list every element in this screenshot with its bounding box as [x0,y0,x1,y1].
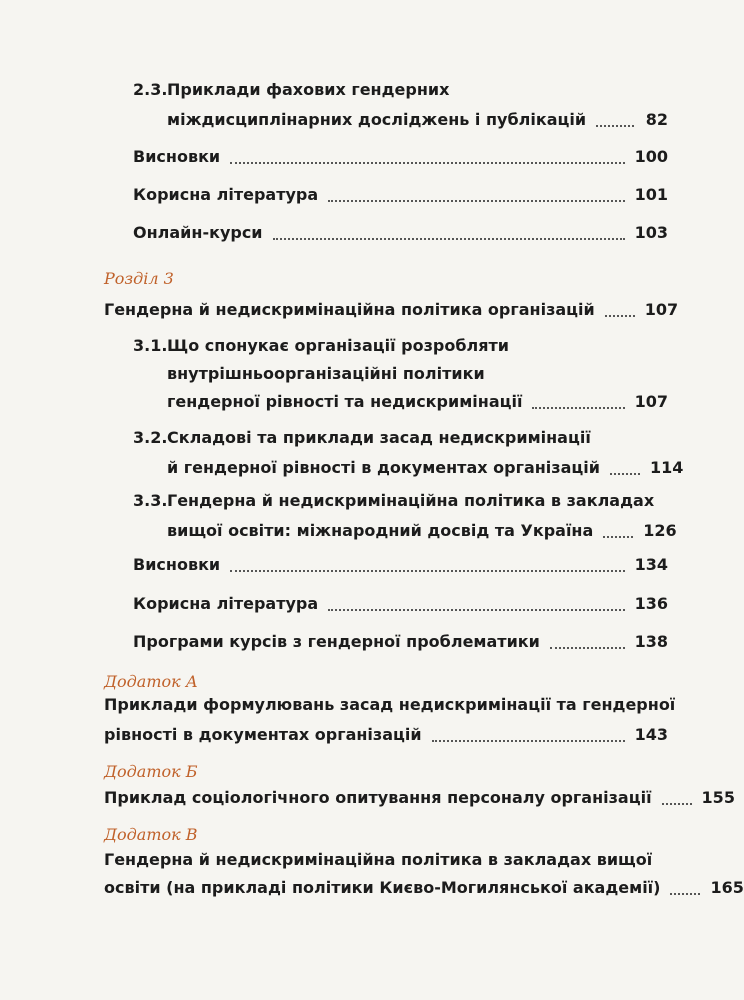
entry-title-line: вищої освіти: міжнародний досвід та Україна [167,521,594,540]
entry-title: Корисна література [133,594,319,613]
entry-title: Висновки [133,555,221,574]
entry-title-line: Що спонукає організації розробляти [167,336,509,355]
entry-number: 3.2. [133,428,168,447]
toc-entry-literature-3 [133,592,668,616]
page-number: 126 [643,521,677,540]
page-number: 100 [634,147,668,166]
dot-leader [550,645,625,649]
entry-title-line: Приклади фахових гендерних [167,80,450,99]
page-number: 138 [634,632,668,651]
section-title: Гендерна й недискримінаційна політика організацій [104,300,595,319]
toc-appendix-a [104,693,676,747]
entry-title-line: Гендерна й недискримінаційна політика в закладах вищої [104,850,653,869]
page-number: 136 [634,594,668,613]
page-number: 155 [701,788,735,807]
entry-title-line: гендерної рівності та недискримінації [167,392,523,411]
dot-leader [605,313,635,317]
toc-entry-3-3 [133,489,677,543]
page-number: 82 [645,110,668,129]
page-number: 114 [649,458,684,477]
entry-title-line: Приклади формулювань засад недискримінації та гендерної [104,695,676,714]
appendix-b-label: Додаток Б [104,762,198,781]
entry-title-line: й гендерної рівності в документах організацій [167,458,600,477]
dot-leader [432,738,625,742]
entry-title: Приклад соціологічного опитування персоналу організації [104,788,652,807]
page-number: 143 [634,725,668,744]
entry-number: 2.3. [133,80,168,99]
entry-title: Корисна література [133,185,319,204]
page-number: 103 [634,223,668,242]
dot-leader [532,405,624,409]
dot-leader [328,198,624,202]
toc-entry-2-3 [133,78,668,132]
entry-title-line: Гендерна й недискримінаційна політика в закладах [167,491,655,510]
entry-number: 3.1. [133,336,168,355]
dot-leader [662,801,692,805]
entry-title: Онлайн-курси [133,223,263,242]
page-number: 134 [634,555,668,574]
entry-title-line: Складові та приклади засад недискримінації [167,428,591,447]
toc-entry-3-2 [133,426,684,480]
toc-section-3-title [104,298,679,322]
entry-number: 3.3. [133,491,168,510]
dot-leader [670,891,700,895]
toc-appendix-b [104,786,735,810]
entry-title-line: внутрішньоорганізаційні політики [167,364,485,383]
dot-leader [603,534,633,538]
toc-entry-course-programs [133,630,668,654]
toc-entry-conclusions-3 [133,553,668,577]
page-number: 165 [710,878,744,897]
section-label-3: Розділ 3 [104,269,174,288]
dot-leader [230,568,624,572]
dot-leader [610,471,640,475]
dot-leader [596,123,634,127]
entry-title: Висновки [133,147,221,166]
toc-entry-conclusions-2 [133,145,668,169]
entry-title-line: міждисциплінарних досліджень і публікацій [167,110,587,129]
entry-title-line: рівності в документах організацій [104,725,422,744]
dot-leader [230,160,624,164]
page-number: 107 [634,392,668,411]
dot-leader [328,607,624,611]
toc-entry-literature-2 [133,183,668,207]
page-number: 107 [644,300,679,319]
toc-entry-3-1 [133,334,668,414]
toc-appendix-v [104,848,744,900]
entry-title: Програми курсів з гендерної проблематики [133,632,540,651]
appendix-a-label: Додаток А [104,672,198,691]
toc-entry-online-courses [133,221,668,245]
dot-leader [273,236,625,240]
appendix-v-label: Додаток В [104,825,198,844]
entry-title-line: освіти (на прикладі політики Києво-Могилянської академії) [104,878,661,897]
page-number: 101 [634,185,668,204]
